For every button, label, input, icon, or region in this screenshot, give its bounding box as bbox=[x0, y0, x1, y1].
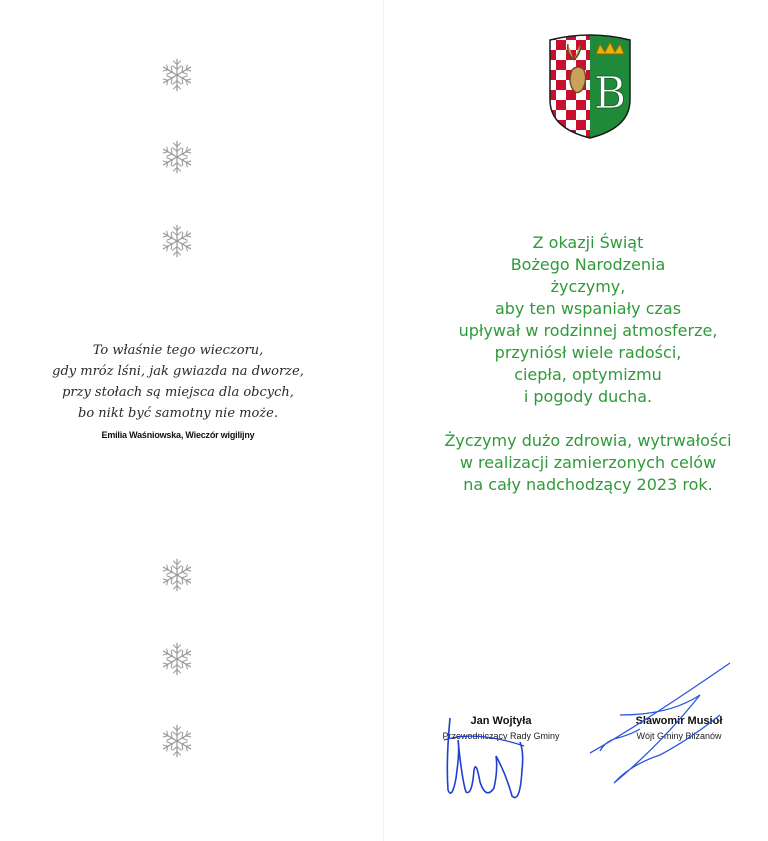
poem-line: To właśnie tego wieczoru, bbox=[92, 343, 264, 358]
snowflake-icon bbox=[158, 138, 196, 176]
greeting-line: na cały nadchodzący 2023 rok. bbox=[463, 475, 713, 494]
signatory-name: Sławomir Musioł bbox=[635, 715, 723, 727]
coat-of-arms-icon bbox=[544, 30, 636, 140]
greeting-text bbox=[420, 232, 756, 496]
greeting-line: aby ten wspaniały czas bbox=[494, 299, 682, 318]
greeting-line: i pogody ducha. bbox=[523, 387, 653, 406]
signatory-title: Wójt Gminy Blizanów bbox=[636, 731, 722, 741]
poem-line: gdy mróz lśni, jak gwiazda na dworze, bbox=[52, 364, 304, 379]
greeting-line: upływał w rodzinnej atmosferze, bbox=[458, 321, 718, 340]
greeting-line: w realizacji zamierzonych celów bbox=[459, 453, 717, 472]
greeting-line: Bożego Narodzenia bbox=[510, 255, 666, 274]
signatory-name: Jan Wojtyła bbox=[470, 715, 532, 727]
poem-line: bo nikt być samotny nie może. bbox=[78, 406, 278, 421]
greeting-line: życzymy, bbox=[550, 277, 626, 296]
snowflake-icon bbox=[158, 640, 196, 678]
crest-letter: B bbox=[593, 68, 627, 119]
signatory-title: Przewodniczący Rady Gminy bbox=[442, 731, 560, 741]
greeting-line: ciepła, optymizmu bbox=[514, 365, 662, 384]
poem-quote bbox=[0, 340, 356, 424]
poem-attribution: Emilia Waśniowska, Wieczór wigilijny bbox=[101, 430, 255, 440]
greeting-line: Życzymy dużo zdrowia, wytrwałości bbox=[444, 431, 732, 450]
card-fold-line bbox=[383, 0, 384, 841]
snowflake-icon bbox=[158, 222, 196, 260]
snowflake-icon bbox=[158, 722, 196, 760]
signature-icon bbox=[436, 700, 536, 810]
snowflake-icon bbox=[158, 56, 196, 94]
spacer bbox=[420, 408, 756, 430]
signature-icon bbox=[580, 655, 740, 795]
greeting-line: Z okazji Świąt bbox=[532, 233, 644, 252]
snowflake-icon bbox=[158, 556, 196, 594]
poem-line: przy stołach są miejsca dla obcych, bbox=[62, 385, 294, 400]
greeting-line: przyniósł wiele radości, bbox=[494, 343, 682, 362]
